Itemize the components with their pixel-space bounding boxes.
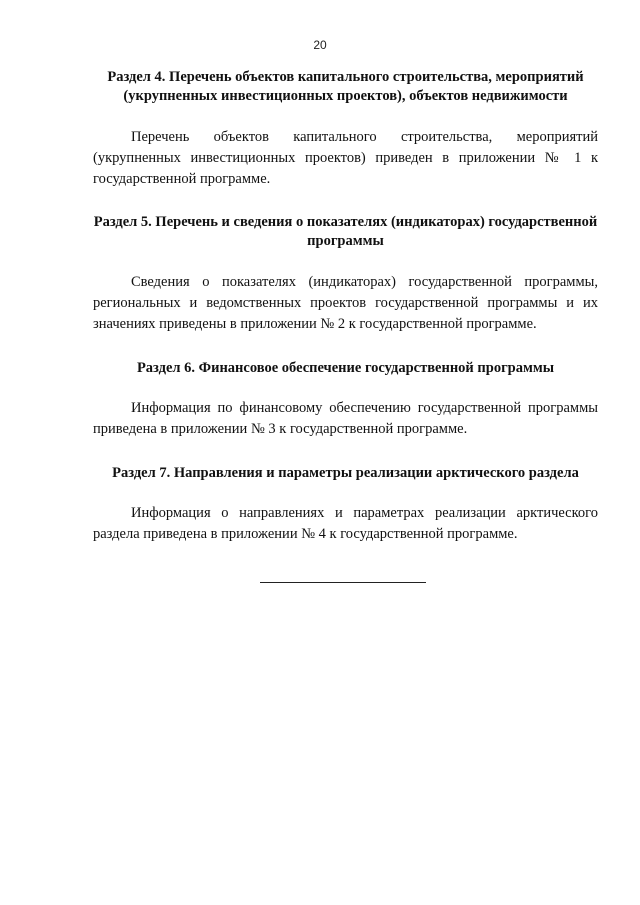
section-4-heading: Раздел 4. Перечень объектов капитального строительства, мероприятий (укрупненных инвестиционных проектов), объектов недвижимости [107,69,584,104]
page-number: 20 [313,38,327,52]
document-content [93,68,598,545]
section-5-body: Сведения о показателях (индикаторах) государственной программы, региональных и ведомственных проектов государственной программы и их значениях приведены в приложении № 2 к государственной программе. [93,274,598,332]
section-5-heading: Раздел 5. Перечень и сведения о показателях (индикаторах) государственной программы [93,214,598,249]
section-7-body: Информация о направлениях и параметрах реализации арктического раздела приведена в приложении № 4 к государственной программе. [93,505,598,542]
section-6-body: Информация по финансовому обеспечению государственной программы приведена в приложении № 3 к государственной программе. [93,400,598,437]
section-4-body: Перечень объектов капитального строительства, мероприятий (укрупненных инвестиционных проектов) приведен в приложении № 1 к государственной программе. [93,129,598,187]
section-6-heading: Раздел 6. Финансовое обеспечение государственной программы [136,360,555,376]
end-of-document-rule [260,582,426,583]
section-7-heading: Раздел 7. Направления и параметры реализации арктического раздела [112,465,579,481]
